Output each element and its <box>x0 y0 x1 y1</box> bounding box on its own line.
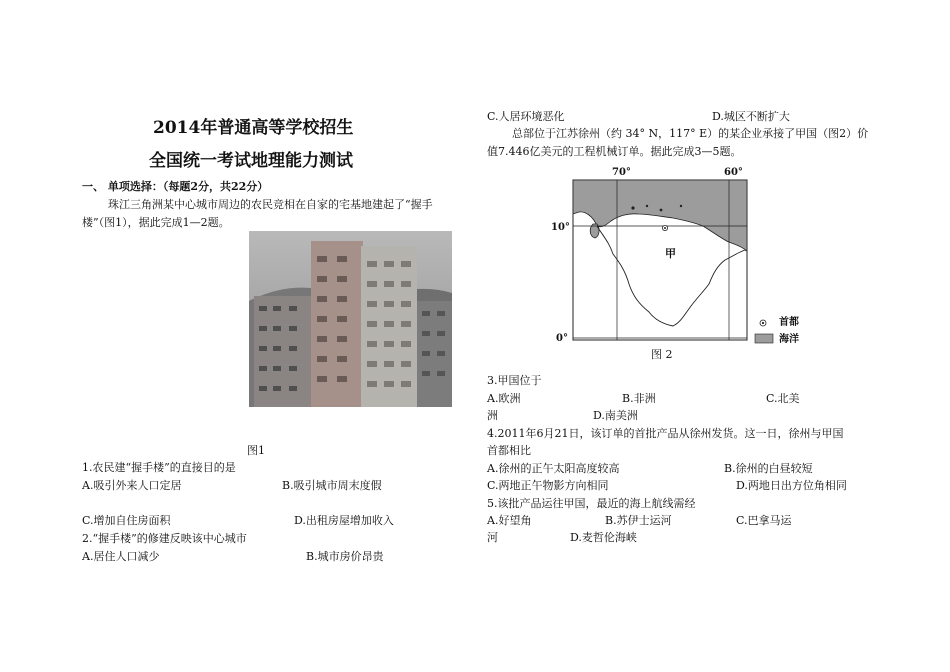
venezuela-map <box>553 166 809 348</box>
legend-capital-label: 首都 <box>779 317 799 328</box>
q1-option-d: D.出租房屋增加收入 <box>294 514 394 527</box>
q3-stem: 3.甲国位于 <box>487 374 542 387</box>
q5-stem: 5.该批产品运往甲国，最近的海上航线需经 <box>487 497 696 510</box>
intro2-line2: 值7.446亿美元的工程机械订单。据此完成3—5题。 <box>487 145 742 158</box>
q4-option-b: B.徐州的白昼较短 <box>724 462 813 475</box>
q1-option-c: C.增加自住房面积 <box>82 514 171 527</box>
q1-option-b: B.吸引城市周末度假 <box>282 479 382 492</box>
intro2-line1: 总部位于江苏徐州（约 34° N，117° E）的某企业承接了甲国（图2）价 <box>512 127 869 140</box>
figure2-map <box>553 166 809 348</box>
q5-option-c-cont: 河 <box>487 531 498 544</box>
capital-marker <box>662 225 667 230</box>
q1-stem: 1.农民建“握手楼”的直接目的是 <box>82 461 236 474</box>
handshake-buildings-image <box>249 231 452 407</box>
q3-option-d: D.南美洲 <box>593 409 638 422</box>
q5-option-c: C.巴拿马运 <box>736 514 792 527</box>
figure1-photo <box>249 231 452 407</box>
q4-option-d: D.两地日出方位角相同 <box>736 479 847 492</box>
q3-option-c-cont: 洲 <box>487 409 498 422</box>
figure1-caption: 图1 <box>247 444 265 457</box>
map-lon-70: 70° <box>612 167 631 178</box>
q4-option-c: C.两地正午物影方向相同 <box>487 479 609 492</box>
map-lat-10: 10° <box>551 222 570 233</box>
map-lat-0: 0° <box>556 333 568 344</box>
q5-option-a: A.好望角 <box>487 514 532 527</box>
q2-stem: 2.“握手楼”的修建反映该中心城市 <box>82 532 247 545</box>
q4-stem-line1: 4.2011年6月21日，该订单的首批产品从徐州发货。这一日，徐州与甲国 <box>487 427 844 440</box>
q3-option-b: B.非洲 <box>622 392 656 405</box>
q4-option-a: A.徐州的正午太阳高度较高 <box>487 462 620 475</box>
q4-stem-line2: 首都相比 <box>487 444 531 457</box>
exam-title-line1: 2014年普通高等学校招生 <box>153 118 354 138</box>
section-heading: 一、 单项选择：（每题2分，共22分） <box>82 180 269 193</box>
map-legend <box>755 320 773 343</box>
q3-option-c: C.北美 <box>766 392 800 405</box>
map-country-label: 甲 <box>665 247 676 260</box>
q2-option-a: A.居住人口减少 <box>82 550 160 563</box>
legend-ocean-label: 海洋 <box>779 334 799 345</box>
q1-option-a: A.吸引外来人口定居 <box>82 479 182 492</box>
q3-option-a: A.欧洲 <box>487 392 521 405</box>
q5-option-b: B.苏伊士运河 <box>605 514 672 527</box>
exam-title-line2: 全国统一考试地理能力测试 <box>149 151 353 171</box>
intro1-line2: 楼”（图1），据此完成1—2题。 <box>82 216 230 229</box>
figure2-caption: 图 2 <box>651 348 673 361</box>
q5-option-d: D.麦哲伦海峡 <box>570 531 637 544</box>
q2-option-c: C.人居环境恶化 <box>487 110 565 123</box>
map-lon-60: 60° <box>724 167 743 178</box>
q2-option-b: B.城市房价昂贵 <box>306 550 384 563</box>
intro1-line1: 珠江三角洲某中心城市周边的农民竞相在自家的宅基地建起了“握手 <box>108 198 433 211</box>
q2-option-d: D.城区不断扩大 <box>712 110 790 123</box>
